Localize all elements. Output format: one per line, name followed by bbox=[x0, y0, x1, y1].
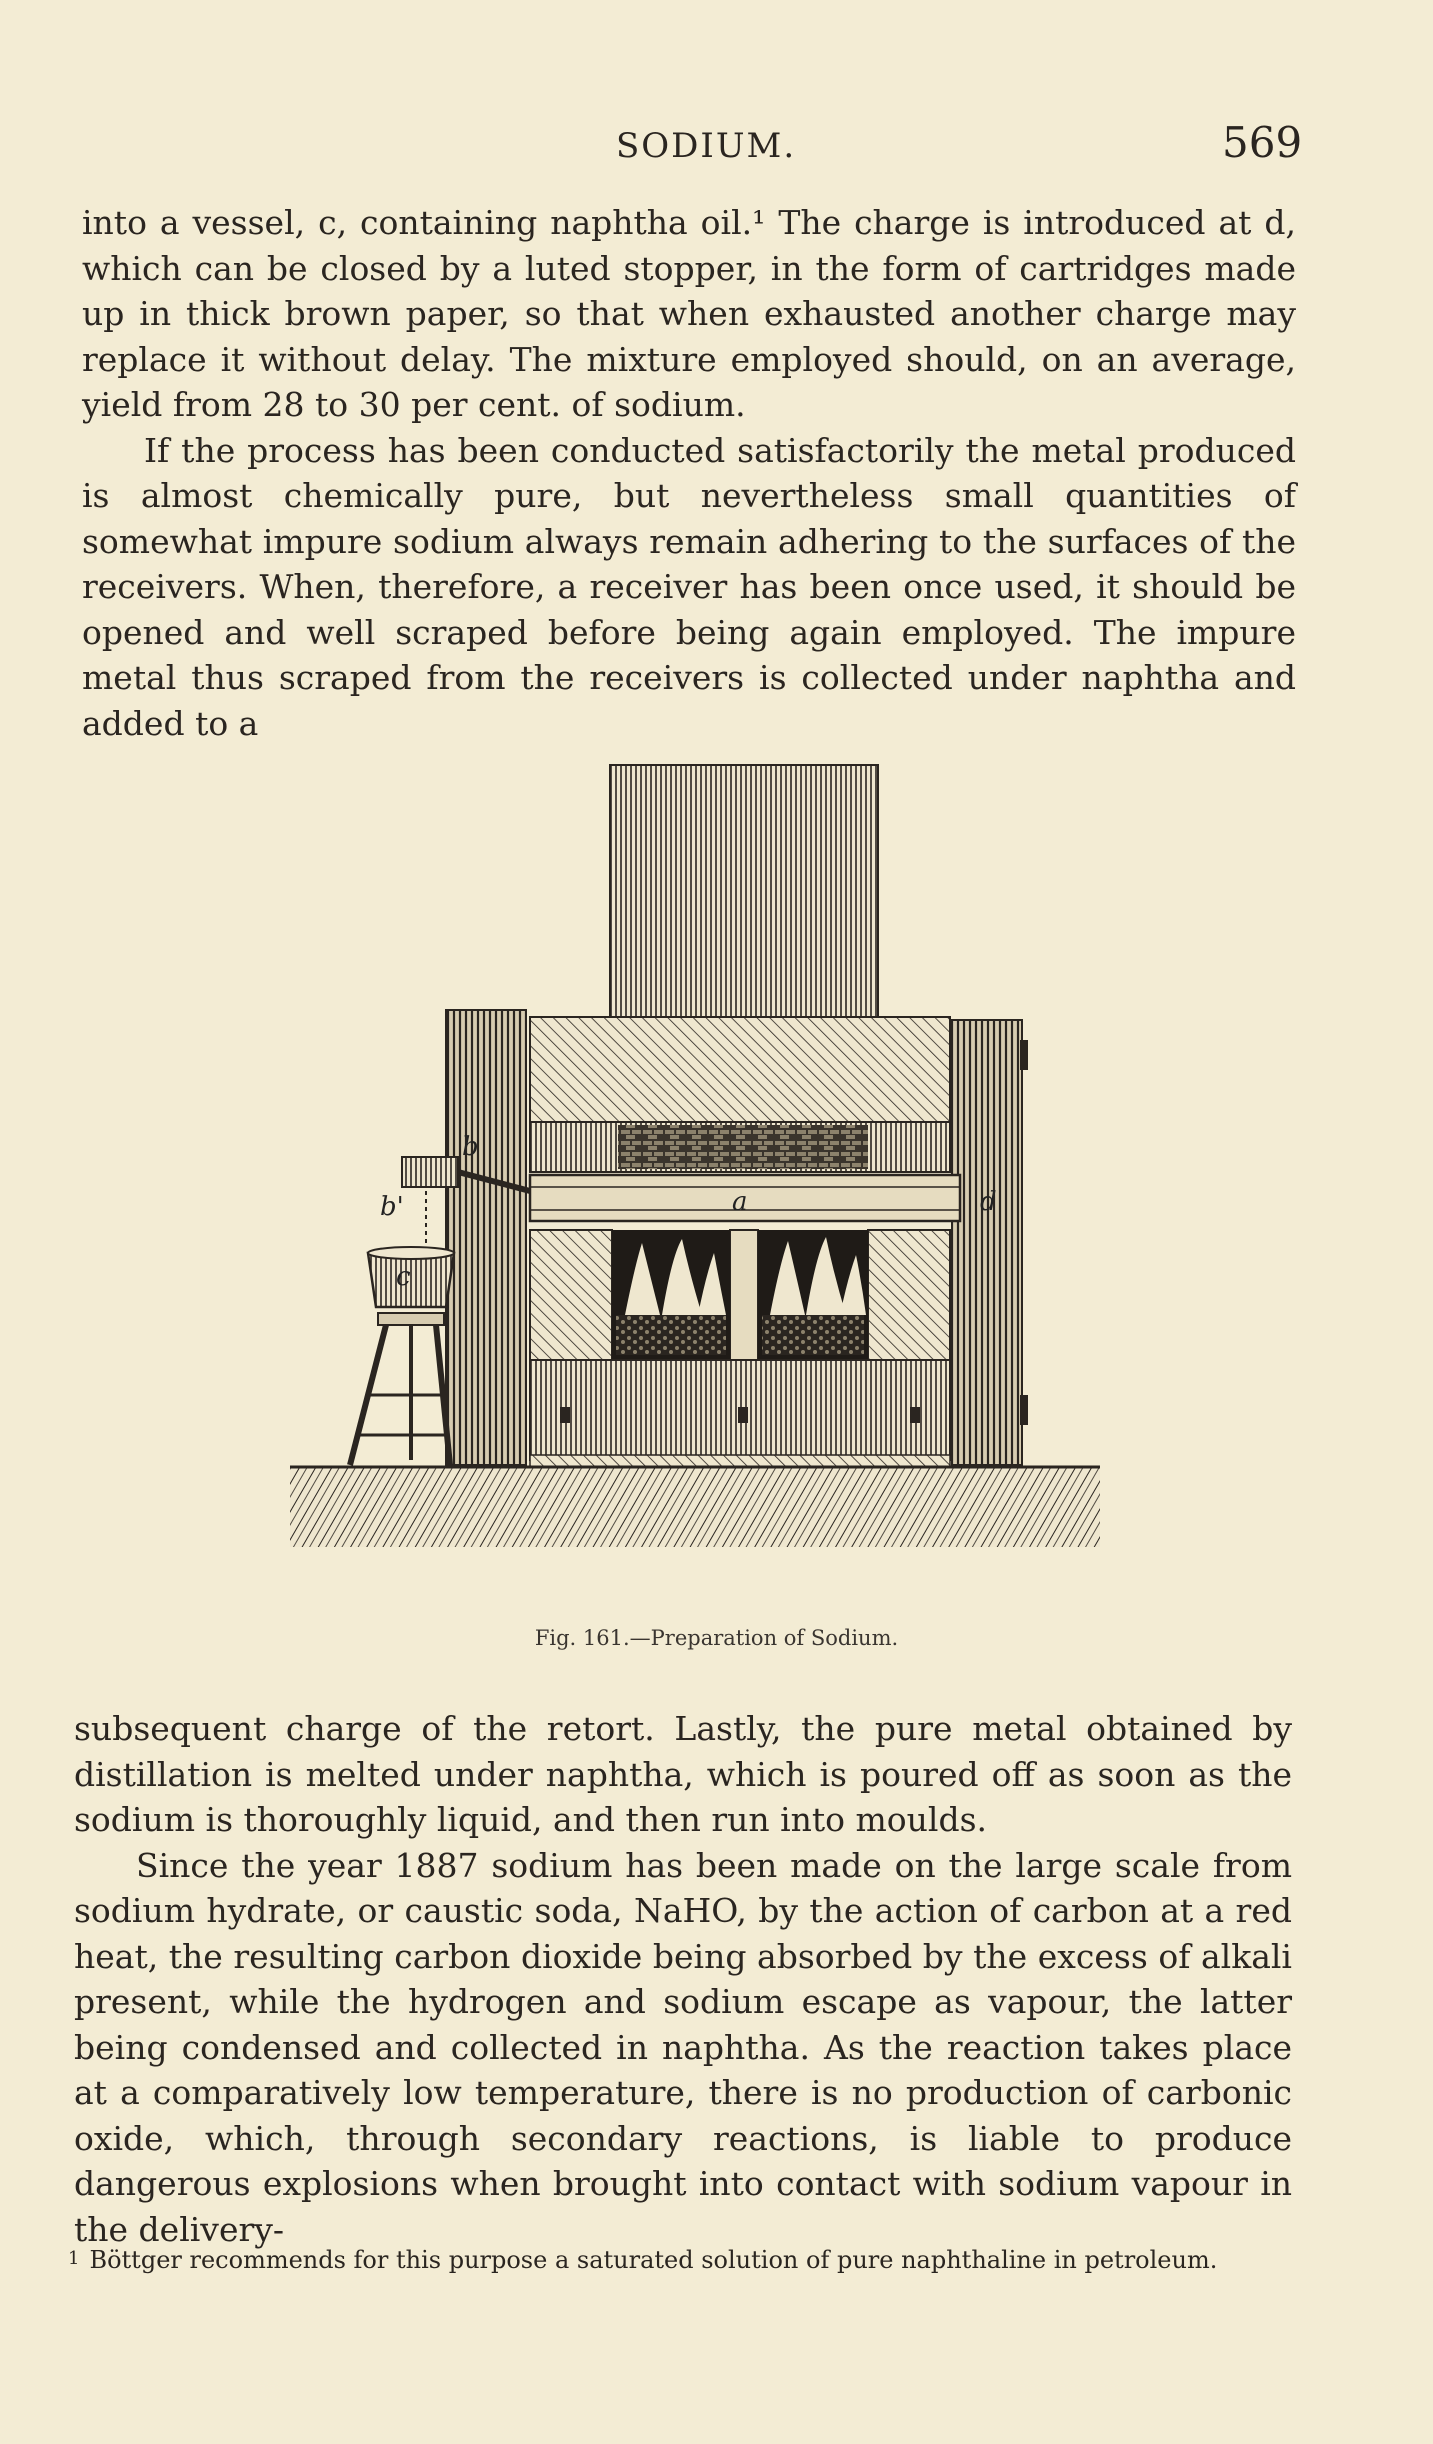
furnace-illustration bbox=[290, 755, 1100, 1597]
footnote bbox=[68, 2240, 1294, 2279]
top-text-block bbox=[82, 200, 1296, 746]
bottom-text-block bbox=[74, 1706, 1292, 2252]
figure-caption: Fig. 161.—Preparation of Sodium. bbox=[534, 1626, 899, 1650]
page-number: 569 bbox=[1222, 118, 1303, 167]
paragraph: If the process has been conducted satisfactorily the metal produced is almost chemically pure, but nevertheless small quantities of somewhat impure sodium always remain adhering to the surfaces of the receivers. When, therefore, a receiver has been once used, it should be opened and well scraped before being again employed. The impure metal thus scraped from the receivers is collected under naphtha and added to a bbox=[82, 430, 1296, 743]
label-c: c bbox=[396, 1262, 411, 1292]
footnote-text: Böttger recommends for this purpose a saturated solution of pure naphthaline in petroleum. bbox=[89, 2246, 1218, 2274]
label-a: a bbox=[732, 1187, 748, 1217]
page-header bbox=[0, 118, 1433, 178]
running-title: SODIUM. bbox=[616, 126, 797, 166]
footnote-marker: 1 bbox=[68, 2248, 80, 2269]
paragraph: into a vessel, c, containing naphtha oil.¹ The charge is introduced at d, which can be closed by a luted stopper, in the form of cartridges made up in thick brown paper, so that when exhausted another charge may replace it without delay. The mixture employed should, on an average, yield from 28 to 30 per cent. of sodium. bbox=[82, 203, 1296, 424]
paragraph: subsequent charge of the retort. Lastly, the pure metal obtained by distillation is melted under naphtha, which is poured off as soon as the sodium is thoroughly liquid, and then run into moulds. bbox=[74, 1709, 1292, 1839]
label-b: b bbox=[462, 1132, 479, 1162]
paragraph: Since the year 1887 sodium has been made on the large scale from sodium hydrate, or caustic soda, NaHO, by the action of carbon at a red heat, the resulting carbon dioxide being absorbed by the excess of alkali present, while the hydrogen and sodium escape as vapour, the latter being condensed and collected in naphtha. As the reaction takes place at a comparatively low temperature, there is no production of carbonic oxide, which, through secondary reactions, is liable to produce dangerous explosions when brought into contact with sodium vapour in the delivery- bbox=[74, 1845, 1292, 2249]
label-d: d bbox=[980, 1187, 997, 1217]
label-b-prime: b' bbox=[380, 1192, 404, 1222]
